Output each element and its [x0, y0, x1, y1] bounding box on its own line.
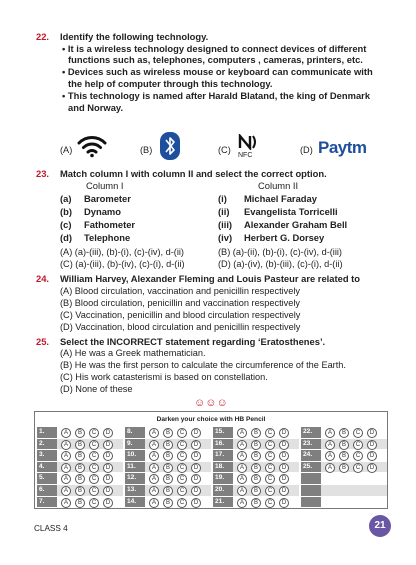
col1-item: Dynamo: [84, 206, 121, 217]
omr-bubble-group: [321, 497, 387, 508]
smiley-icons: ☺☺☺: [194, 397, 228, 409]
answer-bubble-a[interactable]: A: [237, 463, 247, 473]
answer-bubble-a[interactable]: A: [149, 463, 159, 473]
answer-bubble-c[interactable]: C: [265, 428, 275, 438]
col1-label: (c): [60, 219, 72, 230]
omr-bubble-group: [233, 427, 299, 438]
omr-cell: [37, 439, 123, 450]
omr-cell: [301, 462, 387, 473]
omr-bubble-group: [321, 485, 387, 496]
col2-label: (iv): [218, 232, 233, 243]
answer-bubble-d[interactable]: D: [103, 440, 113, 450]
col1-item: Telephone: [84, 232, 131, 243]
omr-bubble-group: [321, 462, 387, 473]
omr-question-number: 25.: [301, 462, 321, 473]
omr-title: Darken your choice with HB Pencil: [156, 416, 266, 423]
question-number: 22.: [36, 31, 50, 42]
omr-cell: [125, 485, 211, 496]
omr-question-number: [301, 473, 321, 484]
option-d: (D) None of these: [60, 384, 133, 394]
omr-bubble-group: [57, 450, 123, 461]
option-a: (A) Blood circulation, vaccination and penicillin respectively: [60, 286, 301, 296]
answer-bubble-c[interactable]: C: [265, 474, 275, 484]
omr-cell: [213, 439, 299, 450]
answer-bubble-d[interactable]: D: [191, 486, 201, 496]
omr-bubble-group: [321, 450, 387, 461]
omr-cell: [125, 462, 211, 473]
col1-label: (b): [60, 206, 72, 217]
answer-bubble-c[interactable]: C: [265, 463, 275, 473]
option-d: (D) (a)-(iv), (b)-(iii), (c)-(i), d-(ii): [218, 259, 343, 269]
bullet-line: • It is a wireless technology designed to connect devices of different: [62, 43, 367, 54]
omr-question-number: 5.: [37, 473, 57, 484]
question-number: 23.: [36, 168, 50, 179]
answer-bubble-a[interactable]: A: [325, 428, 335, 438]
omr-bubble-group: [321, 439, 387, 450]
omr-question-number: 10.: [125, 450, 145, 461]
omr-bubble-group: [145, 473, 211, 484]
column-2-header: Column II: [258, 180, 299, 191]
omr-cell: [37, 473, 123, 484]
omr-question-number: 18.: [213, 462, 233, 473]
answer-bubble-a[interactable]: A: [325, 451, 335, 461]
answer-bubble-c[interactable]: C: [353, 428, 363, 438]
answer-bubble-b[interactable]: B: [75, 486, 85, 496]
omr-cell: [37, 485, 123, 496]
class-label: CLASS 4: [34, 524, 68, 533]
omr-cell: [301, 439, 387, 450]
omr-row: [37, 450, 385, 461]
answer-bubble-d[interactable]: D: [103, 428, 113, 438]
col2-item: Michael Faraday: [244, 193, 317, 204]
answer-bubble-c[interactable]: C: [89, 440, 99, 450]
omr-question-number: 4.: [37, 462, 57, 473]
col1-item: Fathometer: [84, 219, 136, 230]
answer-bubble-c[interactable]: C: [89, 474, 99, 484]
omr-cell: [125, 427, 211, 438]
omr-question-number: [301, 485, 321, 496]
omr-bubble-group: [57, 497, 123, 508]
answer-bubble-a[interactable]: A: [61, 498, 71, 508]
answer-bubble-c[interactable]: C: [177, 463, 187, 473]
omr-bubble-group: [145, 485, 211, 496]
answer-bubble-b[interactable]: B: [251, 440, 261, 450]
answer-bubble-a[interactable]: A: [149, 428, 159, 438]
omr-question-number: 22.: [301, 427, 321, 438]
wifi-icon: [77, 134, 107, 158]
answer-bubble-a[interactable]: A: [237, 474, 247, 484]
omr-bubble-group: [233, 462, 299, 473]
col2-item: Alexander Graham Bell: [244, 219, 348, 230]
omr-question-number: 7.: [37, 497, 57, 508]
answer-bubble-d[interactable]: D: [191, 463, 201, 473]
question-title: William Harvey, Alexander Fleming and Louis Pasteur are related to: [60, 273, 361, 284]
answer-bubble-c[interactable]: C: [177, 498, 187, 508]
option-d: (D) Vaccination, blood circulation and penicillin respectively: [60, 322, 301, 332]
answer-bubble-b[interactable]: B: [75, 498, 85, 508]
omr-bubble-group: [145, 497, 211, 508]
column-1-header: Column I: [86, 180, 124, 191]
omr-row: [37, 462, 385, 473]
nfc-icon: [236, 134, 258, 150]
answer-bubble-c[interactable]: C: [265, 440, 275, 450]
answer-bubble-c[interactable]: C: [177, 451, 187, 461]
answer-bubble-c[interactable]: C: [265, 486, 275, 496]
answer-bubble-c[interactable]: C: [89, 451, 99, 461]
answer-bubble-d[interactable]: D: [191, 440, 201, 450]
omr-cell: [37, 497, 123, 508]
omr-bubble-group: [233, 497, 299, 508]
omr-question-number: [301, 497, 321, 508]
answer-bubble-c[interactable]: C: [89, 486, 99, 496]
answer-bubble-b[interactable]: B: [163, 440, 173, 450]
col1-item: Barometer: [84, 193, 131, 204]
omr-bubble-group: [233, 439, 299, 450]
omr-cell: [301, 450, 387, 461]
omr-cell: [213, 427, 299, 438]
option-b: (B) Blood circulation, penicillin and vaccination respectively: [60, 298, 301, 308]
answer-bubble-a[interactable]: A: [61, 486, 71, 496]
omr-question-number: 17.: [213, 450, 233, 461]
answer-bubble-c[interactable]: C: [89, 498, 99, 508]
question-number: 25.: [36, 336, 50, 347]
bullet-line: functions such as, telephones, computers , cameras, printers, etc.: [68, 54, 363, 65]
answer-bubble-a[interactable]: A: [237, 498, 247, 508]
paytm-logo: Paytm: [318, 138, 367, 157]
question-title: Identify the following technology.: [60, 31, 209, 42]
bullet-line: • This technology is named after Harald Blatand, the king of Denmark: [62, 90, 371, 101]
answer-bubble-a[interactable]: A: [61, 463, 71, 473]
omr-row: [37, 473, 385, 484]
omr-cell: [301, 473, 387, 484]
omr-question-number: 3.: [37, 450, 57, 461]
omr-question-number: 15.: [213, 427, 233, 438]
omr-cell: [213, 462, 299, 473]
col2-label: (i): [218, 193, 227, 204]
answer-bubble-a[interactable]: A: [325, 440, 335, 450]
option-c-label: (C): [218, 145, 231, 155]
nfc-label: NFC: [238, 152, 253, 159]
omr-cell: [301, 427, 387, 438]
answer-bubble-c[interactable]: C: [177, 440, 187, 450]
answer-bubble-d[interactable]: D: [103, 451, 113, 461]
col1-label: (d): [60, 232, 72, 243]
answer-bubble-d[interactable]: D: [103, 486, 113, 496]
answer-bubble-d[interactable]: D: [279, 474, 289, 484]
omr-bubble-group: [57, 439, 123, 450]
answer-bubble-b[interactable]: B: [339, 451, 349, 461]
omr-bubble-group: [233, 485, 299, 496]
option-b: (B) He was the first person to calculate the circumference of the Earth.: [60, 360, 346, 370]
answer-bubble-b[interactable]: B: [75, 440, 85, 450]
option-b-label: (B): [140, 145, 153, 155]
option-c: (C) Vaccination, penicillin and blood circulation respectively: [60, 310, 301, 320]
answer-bubble-b[interactable]: B: [251, 474, 261, 484]
option-b: (B) (a)-(ii), (b)-(i), (c)-(iv), d-(iii): [218, 247, 342, 257]
answer-bubble-d[interactable]: D: [279, 486, 289, 496]
omr-row: [37, 427, 385, 438]
answer-bubble-b[interactable]: B: [163, 428, 173, 438]
answer-bubble-d[interactable]: D: [367, 463, 377, 473]
omr-row: [37, 497, 385, 508]
answer-bubble-b[interactable]: B: [163, 451, 173, 461]
omr-question-number: 20.: [213, 485, 233, 496]
omr-cell: [213, 473, 299, 484]
page-number: 21: [369, 515, 391, 537]
answer-bubble-d[interactable]: D: [279, 440, 289, 450]
omr-bubble-group: [57, 462, 123, 473]
answer-bubble-c[interactable]: C: [177, 486, 187, 496]
omr-cell: [125, 473, 211, 484]
omr-row: [37, 439, 385, 450]
omr-bubble-group: [321, 473, 387, 484]
option-c: (C) His work catasterismi is based on constellation.: [60, 372, 268, 382]
answer-bubble-c[interactable]: C: [177, 474, 187, 484]
answer-bubble-c[interactable]: C: [89, 428, 99, 438]
omr-question-number: 11.: [125, 462, 145, 473]
omr-bubble-group: [145, 462, 211, 473]
answer-bubble-a[interactable]: A: [325, 463, 335, 473]
omr-cell: [125, 450, 211, 461]
omr-bubble-group: [233, 450, 299, 461]
answer-bubble-b[interactable]: B: [251, 451, 261, 461]
answer-bubble-a[interactable]: A: [149, 486, 159, 496]
omr-bubble-group: [145, 439, 211, 450]
answer-bubble-b[interactable]: B: [163, 498, 173, 508]
question-number: 24.: [36, 273, 50, 284]
omr-row: [37, 485, 385, 496]
answer-bubble-b[interactable]: B: [163, 474, 173, 484]
answer-bubble-a[interactable]: A: [149, 498, 159, 508]
omr-bubble-group: [57, 427, 123, 438]
col2-item: Herbert G. Dorsey: [244, 232, 325, 243]
bullet-line: and Norway.: [68, 102, 124, 113]
omr-question-number: 16.: [213, 439, 233, 450]
bullet-line: • Devices such as wireless mouse or keyboard can communicate with: [62, 66, 373, 77]
answer-bubble-d[interactable]: D: [367, 451, 377, 461]
answer-bubble-b[interactable]: B: [251, 498, 261, 508]
omr-question-number: 19.: [213, 473, 233, 484]
answer-bubble-a[interactable]: A: [237, 451, 247, 461]
col2-label: (iii): [218, 219, 233, 230]
answer-bubble-a[interactable]: A: [61, 451, 71, 461]
omr-cell: [301, 497, 387, 508]
omr-question-number: 14.: [125, 497, 145, 508]
answer-bubble-b[interactable]: B: [339, 440, 349, 450]
answer-bubble-d[interactable]: D: [279, 498, 289, 508]
omr-question-number: 24.: [301, 450, 321, 461]
bullet-line: the help of computer through this technology.: [68, 78, 273, 89]
omr-bubble-group: [321, 427, 387, 438]
omr-cell: [213, 497, 299, 508]
omr-question-number: 21.: [213, 497, 233, 508]
answer-bubble-c[interactable]: C: [353, 451, 363, 461]
answer-bubble-b[interactable]: B: [163, 463, 173, 473]
answer-bubble-c[interactable]: C: [89, 463, 99, 473]
answer-bubble-a[interactable]: A: [149, 440, 159, 450]
answer-bubble-d[interactable]: D: [191, 498, 201, 508]
omr-bubble-group: [145, 450, 211, 461]
col2-item: Evangelista Torricelli: [244, 206, 338, 217]
omr-cell: [213, 450, 299, 461]
answer-bubble-a[interactable]: A: [237, 428, 247, 438]
answer-bubble-d[interactable]: D: [279, 451, 289, 461]
omr-question-number: 12.: [125, 473, 145, 484]
answer-bubble-d[interactable]: D: [367, 428, 377, 438]
answer-bubble-b[interactable]: B: [75, 451, 85, 461]
omr-bubble-group: [233, 473, 299, 484]
bluetooth-icon: [160, 132, 180, 160]
answer-bubble-d[interactable]: D: [279, 428, 289, 438]
omr-question-number: 6.: [37, 485, 57, 496]
omr-question-number: 2.: [37, 439, 57, 450]
option-a: (A) (a)-(iii), (b)-(i), (c)-(iv), d-(ii): [60, 247, 184, 257]
answer-bubble-d[interactable]: D: [103, 463, 113, 473]
omr-question-number: 13.: [125, 485, 145, 496]
answer-bubble-b[interactable]: B: [339, 428, 349, 438]
answer-bubble-a[interactable]: A: [61, 474, 71, 484]
col1-label: (a): [60, 193, 72, 204]
omr-question-number: 1.: [37, 427, 57, 438]
answer-bubble-d[interactable]: D: [103, 474, 113, 484]
answer-bubble-c[interactable]: C: [353, 440, 363, 450]
omr-answer-grid: [34, 411, 388, 509]
answer-bubble-a[interactable]: A: [237, 486, 247, 496]
omr-question-number: 9.: [125, 439, 145, 450]
question-title: Select the INCORRECT statement regarding ‘Eratosthenes’.: [60, 336, 326, 347]
answer-bubble-d[interactable]: D: [191, 474, 201, 484]
answer-bubble-b[interactable]: B: [75, 463, 85, 473]
answer-bubble-c[interactable]: C: [353, 463, 363, 473]
omr-bubble-group: [57, 485, 123, 496]
answer-bubble-b[interactable]: B: [339, 463, 349, 473]
omr-cell: [37, 450, 123, 461]
omr-bubble-group: [145, 427, 211, 438]
answer-bubble-b[interactable]: B: [251, 486, 261, 496]
omr-cell: [37, 462, 123, 473]
answer-bubble-a[interactable]: A: [61, 428, 71, 438]
answer-bubble-c[interactable]: C: [265, 498, 275, 508]
option-d-label: (D): [300, 145, 313, 155]
omr-question-number: 8.: [125, 427, 145, 438]
answer-bubble-d[interactable]: D: [191, 451, 201, 461]
answer-bubble-d[interactable]: D: [103, 498, 113, 508]
answer-bubble-d[interactable]: D: [367, 440, 377, 450]
answer-bubble-b[interactable]: B: [251, 428, 261, 438]
omr-bubble-group: [57, 473, 123, 484]
answer-bubble-c[interactable]: C: [177, 428, 187, 438]
option-c: (C) (a)-(iii), (b)-(iv), (c)-(i), d-(ii): [60, 259, 185, 269]
answer-bubble-c[interactable]: C: [265, 451, 275, 461]
omr-question-number: 23.: [301, 439, 321, 450]
answer-bubble-b[interactable]: B: [251, 463, 261, 473]
question-22: [0, 31, 416, 151]
omr-cell: [301, 485, 387, 496]
omr-cell: [125, 439, 211, 450]
omr-cell: [213, 485, 299, 496]
answer-bubble-a[interactable]: A: [149, 474, 159, 484]
answer-bubble-d[interactable]: D: [279, 463, 289, 473]
answer-bubble-a[interactable]: A: [149, 451, 159, 461]
answer-bubble-d[interactable]: D: [191, 428, 201, 438]
omr-cell: [37, 427, 123, 438]
option-a-label: (A): [60, 145, 73, 155]
answer-bubble-b[interactable]: B: [163, 486, 173, 496]
col2-label: (ii): [218, 206, 230, 217]
omr-cell: [125, 497, 211, 508]
question-title: Match column I with column II and select the correct option.: [60, 168, 327, 179]
option-a: (A) He was a Greek mathematician.: [60, 348, 206, 358]
answer-bubble-a[interactable]: A: [61, 440, 71, 450]
answer-bubble-b[interactable]: B: [75, 428, 85, 438]
answer-bubble-b[interactable]: B: [75, 474, 85, 484]
answer-bubble-a[interactable]: A: [237, 440, 247, 450]
